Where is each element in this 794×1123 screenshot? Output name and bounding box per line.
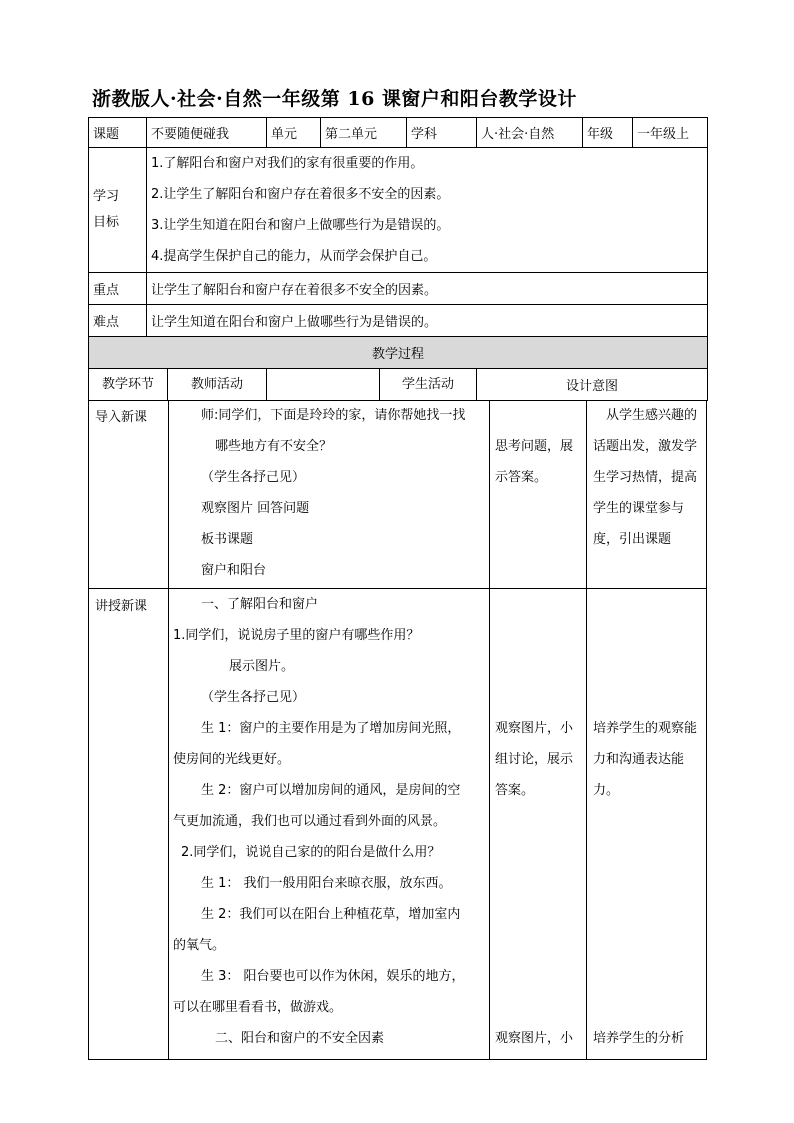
process-body (88, 400, 707, 1060)
dan-yuan-value: 第二单元 (321, 118, 407, 148)
nian-ji-value: 一年级上 (633, 118, 708, 148)
goal-item: 4.提高学生保护自己的能力，从而学会保护自己。 (151, 249, 437, 264)
intro-stage: 导入新课 (95, 410, 148, 425)
difficulty-label: 难点 (89, 305, 147, 337)
col-stage: 教学环节 教师活动 (89, 369, 267, 401)
col-design-intent: 设计意图 (477, 369, 708, 401)
teach-stage: 讲授新课 (95, 599, 148, 614)
intro-section (88, 400, 707, 589)
xue-ke-label: 学科 (407, 118, 477, 148)
difficulty-row (89, 305, 708, 337)
goals-label: 学习目标 (89, 148, 147, 273)
goals-row (89, 148, 708, 273)
goal-item: 1.了解阳台和窗户对我们的家有很重要的作用。 (151, 156, 424, 171)
process-header-row (89, 337, 708, 369)
dan-yuan-label: 单元 (267, 118, 321, 148)
teach-intent-2: 培养学生的分析 (593, 1031, 685, 1046)
nian-ji-label: 年级 (583, 118, 633, 148)
col-teacher-activity: 学生活动 (267, 369, 477, 401)
process-columns-row (89, 369, 708, 401)
key-point-row (89, 273, 708, 305)
info-row (89, 118, 708, 148)
intro-teacher: 师:同学们，下面是玲玲的家，请你帮她找一找 哪些地方有不安全？ （学生各抒己见） 观察图片 回答问题 板书课题 窗户和阳台 (201, 408, 466, 578)
goals-content (147, 148, 708, 273)
process-header: 教学过程 (89, 337, 708, 369)
goal-item: 2.让学生了解阳台和窗户存在着很多不安全的因素。 (151, 187, 450, 202)
xue-ke-value: 人·社会·自然 (477, 118, 583, 148)
teach-student-1: 观察图片，小组讨论，展示答案。 (495, 721, 574, 798)
ke-ti-value: 不要随便碰我 (147, 118, 267, 148)
goal-item: 3.让学生知道在阳台和窗户上做哪些行为是错误的。 (151, 218, 450, 233)
key-point-text: 让学生了解阳台和窗户存在着很多不安全的因素。 (147, 273, 708, 305)
teach-intent-1: 培养学生的观察能力和沟通表达能力。 (593, 721, 698, 798)
intro-intent: 从学生感兴趣的话题出发，激发学生学习热情，提高学生的课堂参与度，引出课题 (593, 408, 698, 547)
key-point-label: 重点 (89, 273, 147, 305)
teach-section (88, 589, 707, 1060)
difficulty-text: 让学生知道在阳台和窗户上做哪些行为是错误的。 (147, 305, 708, 337)
teach-student-2: 观察图片，小 (495, 1031, 574, 1046)
intro-student: 思考问题，展示答案。 (495, 439, 574, 485)
lesson-plan-table (88, 117, 708, 401)
document-title: 浙教版人·社会·自然一年级第 16 课窗户和阳台教学设计 (92, 88, 577, 110)
ke-ti-label: 课题 (89, 118, 147, 148)
teach-teacher: 一、了解阳台和窗户 1.同学们，说说房子里的窗户有哪些作用？ 展示图片。 （学生各抒己见） 生 1：窗户的主要作用是为了增加房间光照， 使房间的光线更好。 生 2：窗户可以增加房间的通风，是房间的空 气更加流通，我们也可以通过看到外面的风景。 2.同学们，说说自己家的的阳台是做什么用？ 生 1： 我们一般用阳台来晾衣服，放东西。 生 2：我们可以在阳台上种植花草，增加室内 的氧气。 生 3： 阳台要也可以作为休闲，娱乐的地方， 可以在哪里看看书，做游戏。 二、阳台和窗户的不安全因素 (173, 597, 465, 1046)
